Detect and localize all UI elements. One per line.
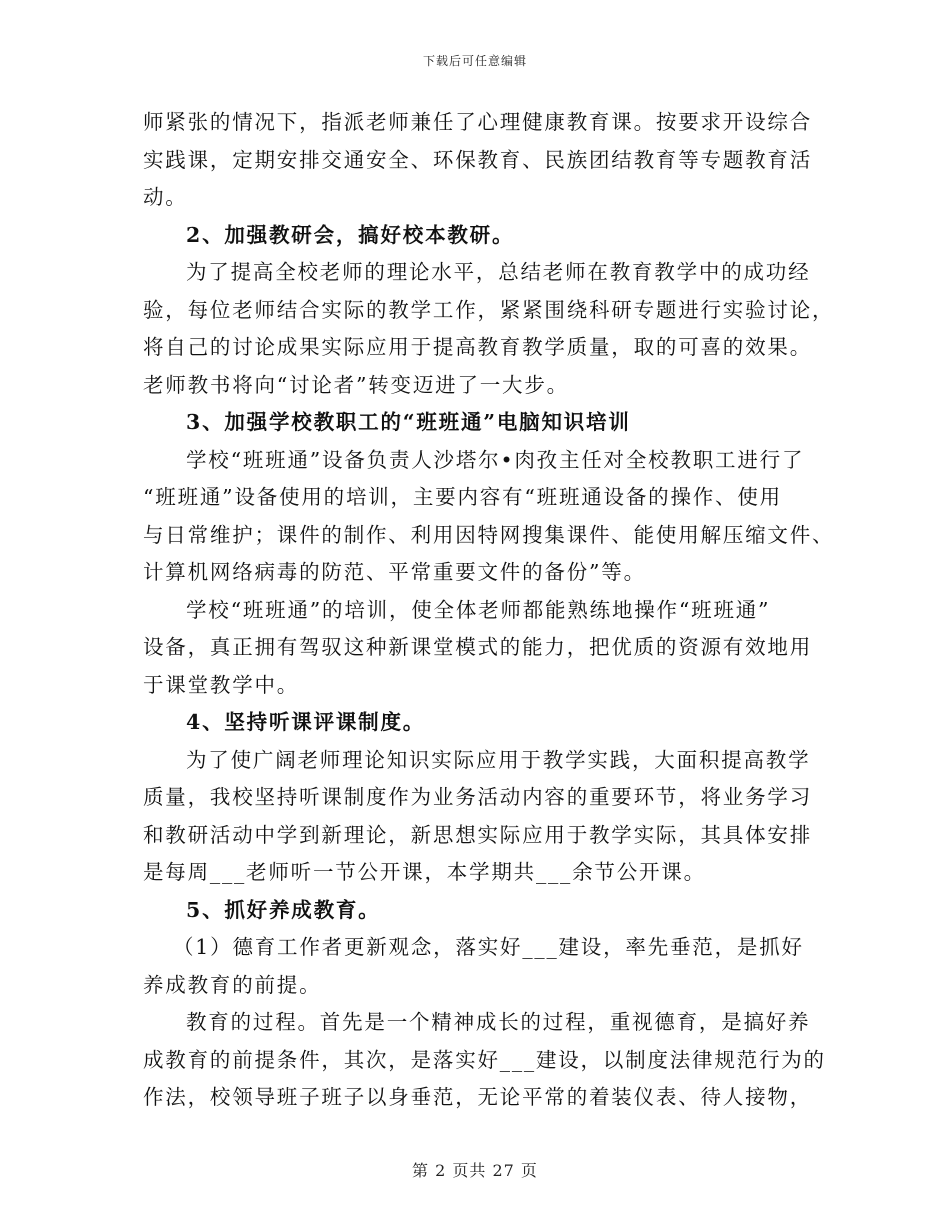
paragraph-line: 实践课，定期安排交通安全、环保教育、民族团结教育等专题教育活 [143,147,812,172]
paragraph-line: 养成教育的前提。 [143,972,322,997]
section-heading: 5、抓好养成教育。 [186,897,381,922]
paragraph-line: 验，每位老师结合实际的教学工作，紧紧围绕科研专题进行实验讨论， [143,297,835,322]
document-body [143,104,835,1117]
section-heading: 4、坚持听课评课制度。 [186,710,426,734]
paragraph-line: 质量，我校坚持听课制度作为业务活动内容的重要环节，将业务学习 [143,785,812,809]
paragraph-line: 是每周___老师听一节公开课，本学期共___余节公开课。 [143,860,706,884]
paragraph-line: 为了提高全校老师的理论水平，总结老师在教育教学中的成功经 [186,260,811,284]
paragraph-line: 作法，校领导班子班子以身垂范，无论平常的着装仪表、待人接物， [143,1085,812,1109]
paragraph-line: 于课堂教学中。 [143,672,300,697]
paragraph-line: 教育的过程。首先是一个精神成长的过程，重视德育，是搞好养 [186,1010,811,1034]
paragraph-line: 师紧张的情况下，指派老师兼任了心理健康教育课。按要求开设综合 [143,110,812,134]
paragraph-line: 将自己的讨论成果实际应用于提高教育教学质量，取的可喜的效果。 [143,335,812,359]
paragraph-line: 计算机网络病毒的防范、平常重要文件的备份”等。 [143,560,646,584]
paragraph-line: 学校“班班通”设备负责人沙塔尔•肉孜主任对全校教职工进行了 [186,447,805,472]
paragraph-line: （1）德育工作者更新观念，落实好___建设，率先垂范，是抓好 [173,935,804,959]
page-footer: 第 2 页共 27 页 [412,1161,538,1180]
paragraph-line: 和教研活动中学到新理论，新思想实际应用于教学实际，其具体安排 [143,822,812,847]
paragraph-line: 为了使广阔老师理论知识实际应用于教学实践，大面积提高教学 [186,747,811,772]
paragraph-line: 动。 [143,185,188,209]
paragraph-line: 学校“班班通”的培训，使全体老师都能熟练地操作“班班通” [186,597,771,622]
paragraph-line: 与日常维护；课件的制作、利用因特网搜集课件、能使用解压缩文件、 [143,522,835,547]
paragraph-line: 老师教书将向“讨论者”转变迈进了一大步。 [143,372,569,397]
section-heading: 3、加强学校教职工的“班班通”电脑知识培训 [186,410,631,434]
paragraph-line: 成教育的前提条件，其次，是落实好___建设，以制度法律规范行为的 [143,1047,826,1072]
paragraph-line: 设备，真正拥有驾驭这种新课堂模式的能力，把优质的资源有效地用 [143,635,812,659]
page-header: 下载后可任意编辑 [422,54,527,68]
paragraph-line: “班班通”设备使用的培训，主要内容有“班班通设备的操作、使用 [143,485,782,509]
section-heading: 2、加强教研会，搞好校本教研。 [186,222,515,247]
